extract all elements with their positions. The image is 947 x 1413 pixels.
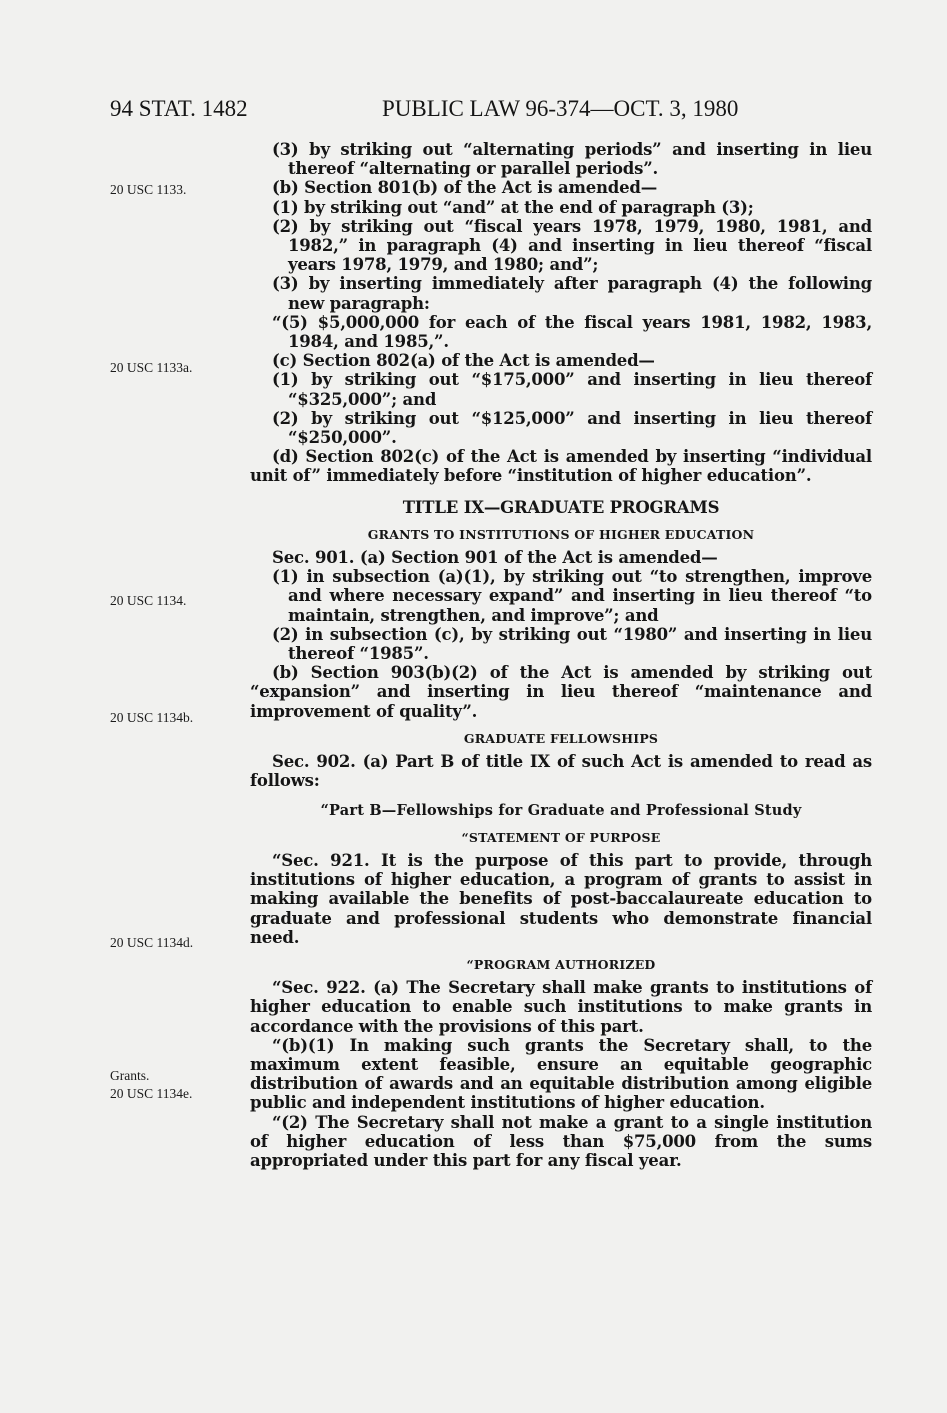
paragraph: “(5) $5,000,000 for each of the fiscal years 1981, 1982, 1983, 1984, and 1985,”.: [272, 312, 872, 352]
paragraph: (2) by striking out “fiscal years 1978, 1979, 1980, 1981, and 1982,” in paragraph (4) and inserting in lieu thereof “fiscal years 1978, 1979, and 1980; and”;: [272, 216, 872, 275]
margin-note: 20 USC 1133.: [110, 182, 187, 197]
margin-note: 20 USC 1134d.: [110, 935, 194, 950]
margin-note: 20 USC 1134.: [110, 593, 187, 608]
paragraph: (1) in subsection (a)(1), by striking out “to strengthen, improve and where necessary expand” and inserting in lieu thereof “to maintain, strengthen, and improve”; and: [272, 567, 872, 625]
law-title: PUBLIC LAW 96-374—OCT. 3, 1980: [382, 96, 739, 121]
paragraph: “(2) The Secretary shall not make a grant to a single institution of higher education of less than $75,000 from the sums appropriated under this part for any fiscal year.: [250, 1112, 872, 1170]
paragraph: (2) by striking out “$125,000” and inserting in lieu thereof “$250,000”.: [272, 408, 872, 448]
paragraph: (1) by striking out “$175,000” and inserting in lieu thereof “$325,000”; and: [272, 370, 872, 409]
part-heading: “Part B—Fellowships for Graduate and Professional Study: [320, 801, 802, 819]
paragraph: (c) Section 802(a) of the Act is amended—: [272, 351, 655, 371]
paragraph: (1) by striking out “and” at the end of paragraph (3);: [272, 197, 754, 217]
stat-citation: 94 STAT. 1482: [110, 96, 248, 121]
paragraph: Sec. 901. (a) Section 901 of the Act is amended—: [272, 548, 718, 568]
margin-note: Grants.: [110, 1068, 150, 1083]
section-heading: “STATEMENT OF PURPOSE: [461, 829, 661, 845]
paragraph: (3) by inserting immediately after paragraph (4) the following new paragraph:: [272, 274, 872, 313]
margin-note: 20 USC 1134b.: [110, 710, 194, 725]
paragraph: Sec. 902. (a) Part B of title IX of such Act is amended to read as follows:: [250, 752, 872, 791]
paragraph: “(b)(1) In making such grants the Secretary shall, to the maximum extent feasible, ensure an equitable geographic distribution of awards and an equitable distribution among eligible public and independent institutions of higher education.: [250, 1035, 872, 1113]
section-heading: “PROGRAM AUTHORIZED: [466, 956, 656, 972]
margin-note: 20 USC 1134e.: [110, 1086, 193, 1101]
paragraph: “Sec. 922. (a) The Secretary shall make grants to institutions of higher education to enable such institutions to make grants in accordance with the provisions of this part.: [250, 978, 872, 1036]
paragraph: (3) by striking out “alternating periods” and inserting in lieu thereof “alternating or parallel periods”.: [272, 140, 872, 179]
statute-text: [250, 140, 872, 1170]
paragraph: “Sec. 921. It is the purpose of this part to provide, through institutions of higher education, a program of grants to assist in making available the benefits of post-baccalaureate education to graduate and professional students who demonstrate financial need.: [250, 850, 872, 947]
title-heading: TITLE IX—GRADUATE PROGRAMS: [402, 497, 720, 517]
paragraph: (d) Section 802(c) of the Act is amended by inserting “individual unit of” immediately before “institution of higher education”.: [250, 447, 872, 486]
section-heading: GRADUATE FELLOWSHIPS: [463, 730, 659, 746]
margin-note: 20 USC 1133a.: [110, 360, 193, 375]
paragraph: (2) in subsection (c), by striking out “1980” and inserting in lieu thereof “1985”.: [272, 624, 872, 664]
paragraph: (b) Section 903(b)(2) of the Act is amended by striking out “expansion” and inserting in lieu thereof “maintenance and improvement of quality”.: [250, 663, 872, 721]
paragraph: (b) Section 801(b) of the Act is amended—: [272, 178, 658, 198]
section-heading: GRANTS TO INSTITUTIONS OF HIGHER EDUCATION: [367, 526, 755, 542]
